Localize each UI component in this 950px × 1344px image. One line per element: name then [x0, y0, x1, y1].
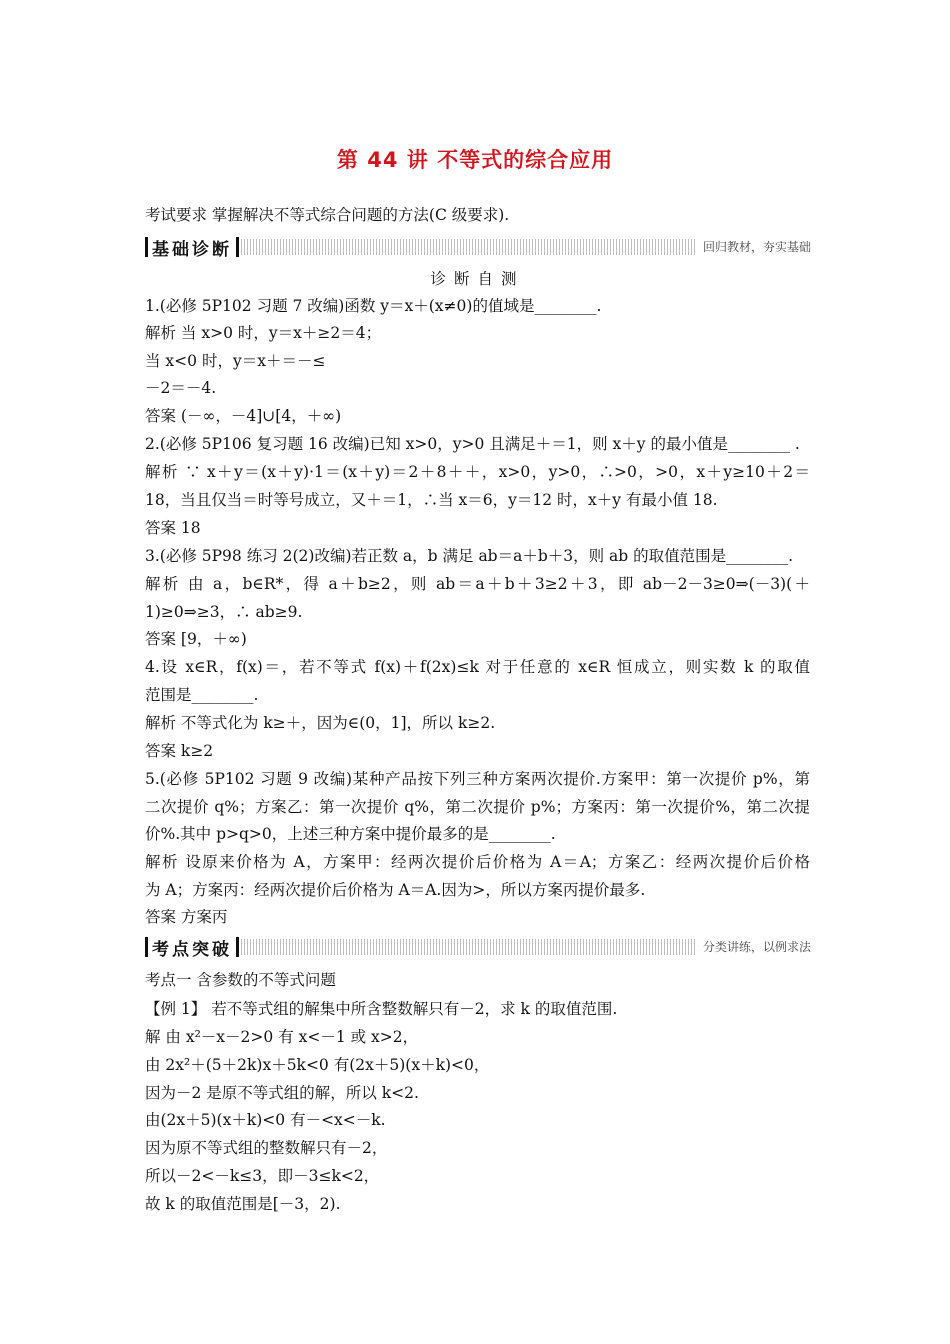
text-line: 考点一 含参数的不等式问题 — [145, 971, 336, 989]
text-line: 18，当且仅当＝时等号成立，又＋＝1，∴当 x＝6，y＝12 时，x＋y 有最小值 18. — [145, 491, 718, 509]
text-line: 答案 [9，＋∞) — [145, 630, 247, 648]
text-line: 解析 当 x>0 时，y＝x＋≥2＝4； — [145, 324, 382, 342]
text-line: 解 由 x²－x－2>0 有 x<－1 或 x>2， — [145, 1028, 419, 1046]
text-line: 当 x<0 时，y＝x＋＝－≤ — [145, 352, 326, 370]
text-line: 价%.其中 p>q>0，上述三种方案中提价最多的是________. — [145, 825, 556, 843]
section-hatch — [241, 939, 813, 955]
section-label: 基础诊断 — [152, 239, 232, 260]
section-label: 考点突破 — [152, 939, 232, 960]
text-line: 1.(必修 5P102 习题 7 改编)函数 y＝x＋(x≠0)的值域是________. — [145, 297, 602, 315]
section-marker — [145, 237, 148, 257]
text-line: 解析 不等式化为 k≥＋，因为∈(0，1]，所以 k≥2. — [145, 714, 496, 732]
text-line: 由 2x²＋(5＋2k)x＋5k<0 有(2x＋5)(x＋k)<0， — [145, 1056, 490, 1074]
text-line: 解析 ∵ x＋y＝(x＋y)·1＝(x＋y)＝2＋8＋＋，x>0，y>0，∴>0，>0，x＋y≥10＋2＝ — [145, 463, 810, 481]
page-title: 第 44 讲 不等式的综合应用 — [336, 148, 614, 172]
text-line: 答案 k≥2 — [145, 742, 214, 760]
section-hatch — [241, 239, 813, 255]
section-marker — [145, 937, 148, 957]
text-line: 4.设 x∈R，f(x)＝，若不等式 f(x)＋f(2x)≤k 对于任意的 x∈R 恒成立，则实数 k 的取值 — [145, 658, 810, 676]
exam-requirement: 考试要求 掌握解决不等式综合问题的方法(C 级要求). — [145, 206, 510, 224]
section-tag: 分类讲练，以例求法 — [697, 939, 813, 955]
section-marker — [236, 237, 239, 257]
text-line: 5.(必修 5P102 习题 9 改编)某种产品按下列三种方案两次提价.方案甲：第一次提价 p%，第 — [145, 770, 810, 788]
text-line: 答案 (－∞，－4]∪[4，＋∞) — [145, 407, 342, 425]
text-line: 二次提价 q%；方案乙：第一次提价 q%，第二次提价 p%；方案丙：第一次提价%，第二次提 — [145, 798, 810, 816]
text-line: 为 A；方案丙：经两次提价后价格为 A＝A.因为>，所以方案丙提价最多. — [145, 881, 646, 899]
text-line: 2.(必修 5P106 复习题 16 改编)已知 x>0，y>0 且满足＋＝1，则 x＋y 的最小值是________ . — [145, 435, 800, 453]
section-tag: 回归教材，夯实基础 — [697, 239, 813, 255]
text-line: 【例 1】 若不等式组的解集中所含整数解只有－2，求 k 的取值范围. — [145, 1000, 618, 1018]
text-line: 解析 设原来价格为 A，方案甲：经两次提价后价格为 A＝A；方案乙：经两次提价后价格 — [145, 853, 810, 871]
subheading: 诊断自测 — [430, 270, 525, 288]
text-line: 因为原不等式组的整数解只有－2， — [145, 1139, 388, 1157]
section-header-basics — [145, 236, 813, 258]
text-line: 3.(必修 5P98 练习 2(2)改编)若正数 a，b 满足 ab＝a＋b＋3，则 ab 的取值范围是________. — [145, 547, 794, 565]
text-line: 解析 由 a，b∈R*，得 a＋b≥2，则 ab＝a＋b＋3≥2＋3，即 ab－2－3≥0⇒(－3)(＋ — [145, 575, 810, 593]
text-line: 答案 18 — [145, 519, 201, 537]
text-line: 1)≥0⇒≥3，∴ ab≥9. — [145, 603, 303, 621]
section-header-breakthrough — [145, 936, 813, 958]
text-line: 所以－2<－k≤3，即－3≤k<2， — [145, 1167, 380, 1185]
text-line: 故 k 的取值范围是[－3，2). — [145, 1195, 341, 1213]
text-line: 由(2x＋5)(x＋k)<0 有－<x<－k. — [145, 1111, 386, 1129]
text-line: 因为－2 是原不等式组的解，所以 k<2. — [145, 1084, 419, 1102]
text-line: 范围是________. — [145, 686, 259, 704]
section-marker — [236, 937, 239, 957]
text-line: 答案 方案丙 — [145, 908, 228, 926]
text-line: －2＝－4. — [145, 379, 217, 397]
